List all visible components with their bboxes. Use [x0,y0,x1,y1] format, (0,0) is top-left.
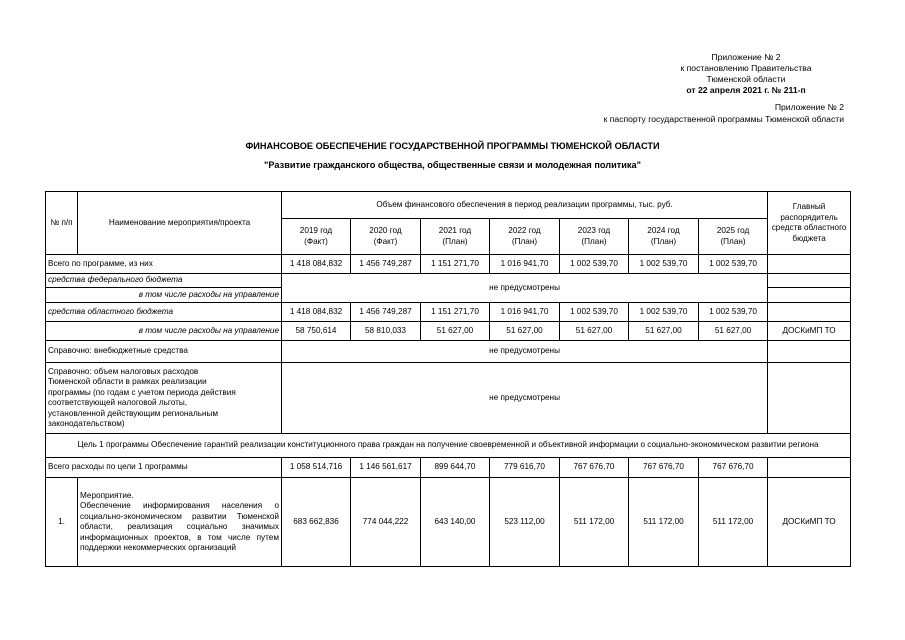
manager-cell [768,288,851,303]
manager-cell [768,341,851,363]
value-cell: 51 627,00 [629,322,699,341]
value-cell: 1 151 271,70 [421,255,490,274]
value-cell: 1 016 941,70 [490,255,560,274]
value-cell: 51 627,00 [490,322,560,341]
row-label: средства федерального бюджета [46,274,282,288]
table-row-goal-total [46,458,851,478]
passport-appendix-ref: к паспорту государственной программы Тюменской области [603,113,844,124]
year-kind: (Факт) [304,236,328,246]
document-subtitle: "Развитие гражданского общества, общественные связи и молодежная политика" [264,160,641,170]
value-cell: 779 616,70 [490,458,560,478]
manager-cell [768,274,851,288]
appendix-title: Приложение № 2 [711,52,781,62]
table-row-total [46,255,851,274]
year-cell [699,219,768,255]
value-cell: 58 810,033 [351,322,421,341]
manager-cell [768,363,851,434]
value-cell: 767 676,70 [560,458,629,478]
value-cell: 774 044,222 [351,478,421,567]
value-cell: 1 456 749,287 [351,255,421,274]
value-cell: 767 676,70 [699,458,768,478]
row-label: Всего по программе, из них [46,255,282,274]
goal-text: Цель 1 программы Обеспечение гарантий реализации конституционного права граждан на получение своевременной и объективной информации о социально-экономическом развитии региона [46,434,851,458]
manager-cell [768,255,851,274]
table-row-offbudget [46,341,851,363]
year-label: 2021 год [438,226,472,235]
year-cell [490,219,560,255]
row-label: Справочно: внебюджетные средства [46,341,282,363]
year-label: 2023 год [577,226,611,235]
year-kind: (План) [442,236,468,246]
header-name: Наименование мероприятия/проекта [78,192,282,255]
value-cell: 1 002 539,70 [560,255,629,274]
financing-table [45,191,851,567]
passport-appendix [604,102,844,125]
value-cell: 1 418 084,832 [282,303,351,322]
value-cell: 1 002 539,70 [699,303,768,322]
table-row-regional-mgmt [46,322,851,341]
value-cell: 58 750,614 [282,322,351,341]
year-cell [282,219,351,255]
value-cell: 511 172,00 [699,478,768,567]
appendix-region: Тюменской области [706,74,786,84]
value-cell: 51 627,00 [421,322,490,341]
row-label: в том числе расходы на управление [46,288,282,303]
value-cell: 511 172,00 [629,478,699,567]
header-volume: Объем финансового обеспечения в период реализации программы, тыс. руб. [282,192,768,219]
value-cell: 1 418 084,832 [282,255,351,274]
not-provided-note: не предусмотрены [282,341,768,363]
row-num: 1. [46,478,78,567]
manager-cell [768,303,851,322]
passport-appendix-title: Приложение № 2 [774,102,844,112]
tax-label: Справочно: объем налоговых расходов Тюменской области в рамках реализации программы (по годам с учетом периода действия соответствующей налоговой льготы, установленной действующим региональным законодательством) [48,366,236,428]
value-cell: 683 662,836 [282,478,351,567]
row-label [46,363,282,434]
value-cell: 767 676,70 [629,458,699,478]
year-kind: (План) [581,236,607,246]
manager-cell: ДОСКиМП ТО [768,478,851,567]
table-row-activity [46,478,851,567]
document-title: ФИНАНСОВОЕ ОБЕСПЕЧЕНИЕ ГОСУДАРСТВЕННОЙ ПРОГРАММЫ ТЮМЕНСКОЙ ОБЛАСТИ [245,141,660,151]
year-label: 2020 год [369,226,402,235]
value-cell: 1 002 539,70 [699,255,768,274]
value-cell: 1 151 271,70 [421,303,490,322]
row-label: в том числе расходы на управление [46,322,282,341]
value-cell: 1 002 539,70 [560,303,629,322]
table-row-federal [46,274,851,288]
value-cell: 1 002 539,70 [629,255,699,274]
row-label: средства областного бюджета [46,303,282,322]
value-cell: 51 627,00 [560,322,629,341]
year-cell [560,219,629,255]
table-row-regional [46,303,851,322]
manager-cell [768,458,851,478]
value-cell: 51 627,00 [699,322,768,341]
year-cell [421,219,490,255]
manager-cell: ДОСКиМП ТО [768,322,851,341]
year-label: 2022 год [508,226,541,235]
year-kind: (План) [650,236,677,246]
header-manager: Главный распорядитель средств областного бюджета [768,192,851,255]
header-row [46,192,851,219]
table-row-tax [46,363,851,434]
not-provided-note: не предусмотрены [282,274,768,303]
year-label: 2025 год [716,226,750,235]
value-cell: 899 644,70 [421,458,490,478]
header-num: № п/п [46,192,78,255]
year-cell [351,219,421,255]
value-cell: 1 456 749,287 [351,303,421,322]
year-label: 2024 год [647,226,680,235]
value-cell: 1 146 561,617 [351,458,421,478]
activity-label: Мероприятие. Обеспечение информирования населения о социально-экономическом развитии Тюменской области, реализация социально значимых информационных проектов, в том числе путем поддержки некоммерческих организаций [78,478,282,567]
year-kind: (Факт) [373,236,398,246]
value-cell: 1 016 941,70 [490,303,560,322]
value-cell: 523 112,00 [490,478,560,567]
appendix-date: от 22 апреля 2021 г. № 211-п [686,85,806,95]
row-label: Всего расходы по цели 1 программы [46,458,282,478]
year-label: 2019 год [299,226,333,235]
table-row-goal [46,434,851,458]
value-cell: 511 172,00 [560,478,629,567]
appendix-header [560,52,905,96]
value-cell: 1 058 514,716 [282,458,351,478]
value-cell: 643 140,00 [421,478,490,567]
appendix-ref: к постановлению Правительства [680,63,812,73]
year-cell [629,219,699,255]
value-cell: 1 002 539,70 [629,303,699,322]
year-kind: (План) [511,236,538,246]
year-kind: (План) [720,236,746,246]
not-provided-note: не предусмотрены [282,363,768,434]
